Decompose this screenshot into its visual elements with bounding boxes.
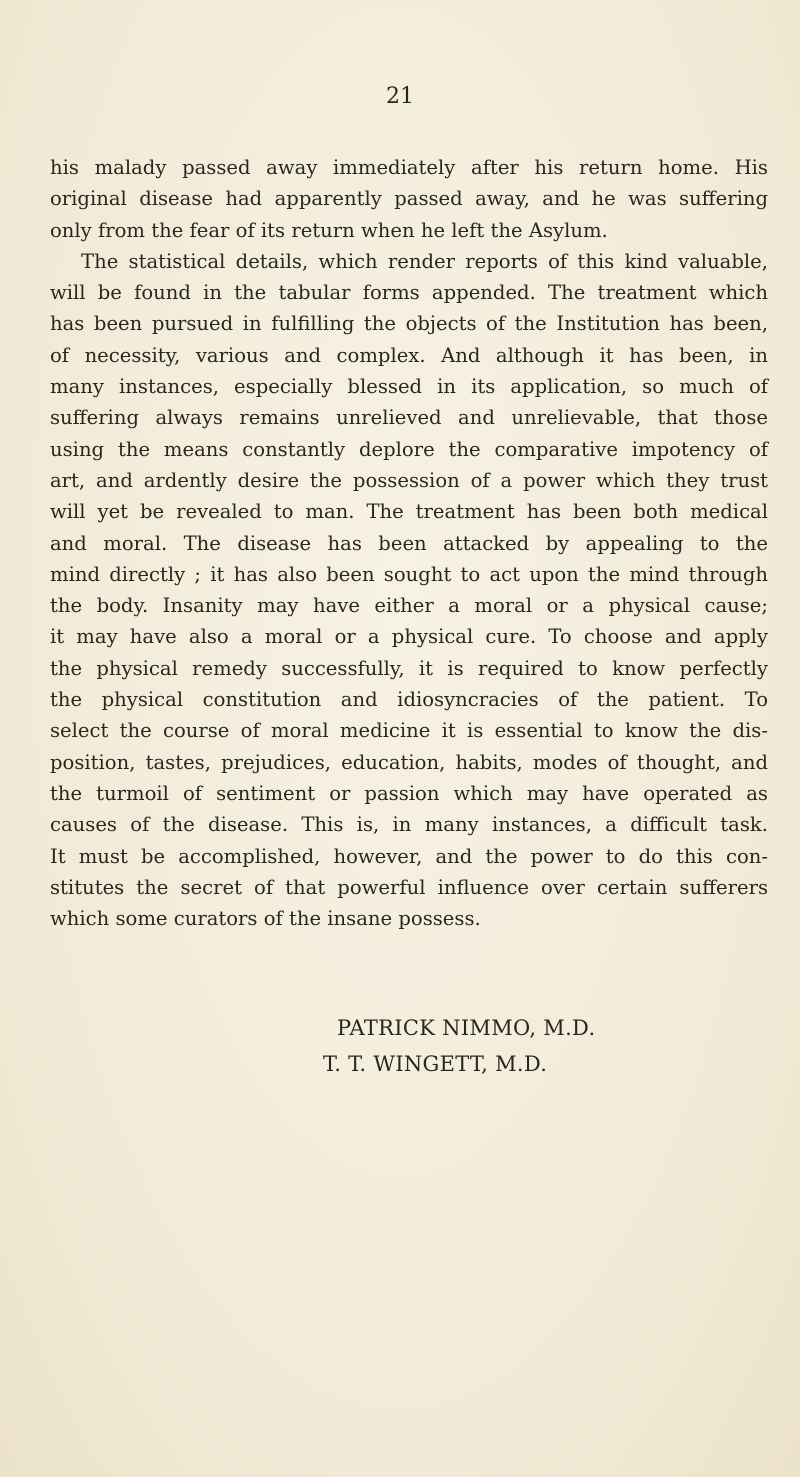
signature-block	[323, 1010, 596, 1082]
signature-line: PATRICK NIMMO, M.D.	[337, 1016, 596, 1040]
text-line: the body. Insanity may have either a moral or a physical cause;	[50, 594, 768, 618]
page-number: 21	[386, 84, 414, 109]
text-line: the physical constitution and idiosyncracies of the patient. To	[50, 688, 768, 712]
text-line: suffering always remains unrelieved and unrelievable, that those	[50, 406, 768, 430]
signature-line: T. T. WINGETT, M.D.	[323, 1052, 548, 1076]
text-line: original disease had apparently passed away, and he was suffering	[50, 187, 768, 211]
text-line: art, and ardently desire the possession of a power which they trust	[50, 468, 768, 492]
text-line: his malady passed away immediately after his return home. His	[50, 156, 768, 179]
text-line: has been pursued in fulfilling the objects of the Institution has been,	[50, 312, 768, 336]
text-line: mind directly ; it has also been sought to act upon the mind through	[50, 562, 768, 586]
text-line: of necessity, various and complex. And although it has been, in	[50, 343, 768, 367]
text-line: It must be accomplished, however, and the power to do this con-	[50, 844, 768, 868]
text-line: the turmoil of sentiment or passion which may have operated as	[50, 781, 768, 805]
text-line: position, tastes, prejudices, education, habits, modes of thought, and	[50, 750, 768, 774]
text-line: will be found in the tabular forms appended. The treatment which	[50, 281, 768, 305]
text-line: will yet be revealed to man. The treatment has been both medical	[50, 500, 768, 524]
text-line: causes of the disease. This is, in many instances, a difficult task.	[50, 813, 768, 837]
text-line: it may have also a moral or a physical cure. To choose and apply	[50, 625, 768, 649]
text-line: stitutes the secret of that powerful influence over certain sufferers	[50, 875, 768, 899]
text-line: and moral. The disease has been attacked by appealing to the	[50, 531, 768, 555]
text-line: using the means constantly deplore the comparative impotency of	[50, 437, 768, 461]
body-text	[50, 152, 768, 934]
text-line: the physical remedy successfully, it is required to know perfectly	[50, 656, 768, 680]
text-line: which some curators of the insane possess.	[50, 907, 481, 931]
text-line: only from the fear of its return when he left the Asylum.	[50, 218, 608, 242]
text-line: many instances, especially blessed in its application, so much of	[50, 375, 768, 399]
text-line: select the course of moral medicine it is essential to know the dis-	[50, 719, 768, 743]
text-line: The statistical details, which render reports of this kind valuable,	[81, 249, 768, 273]
